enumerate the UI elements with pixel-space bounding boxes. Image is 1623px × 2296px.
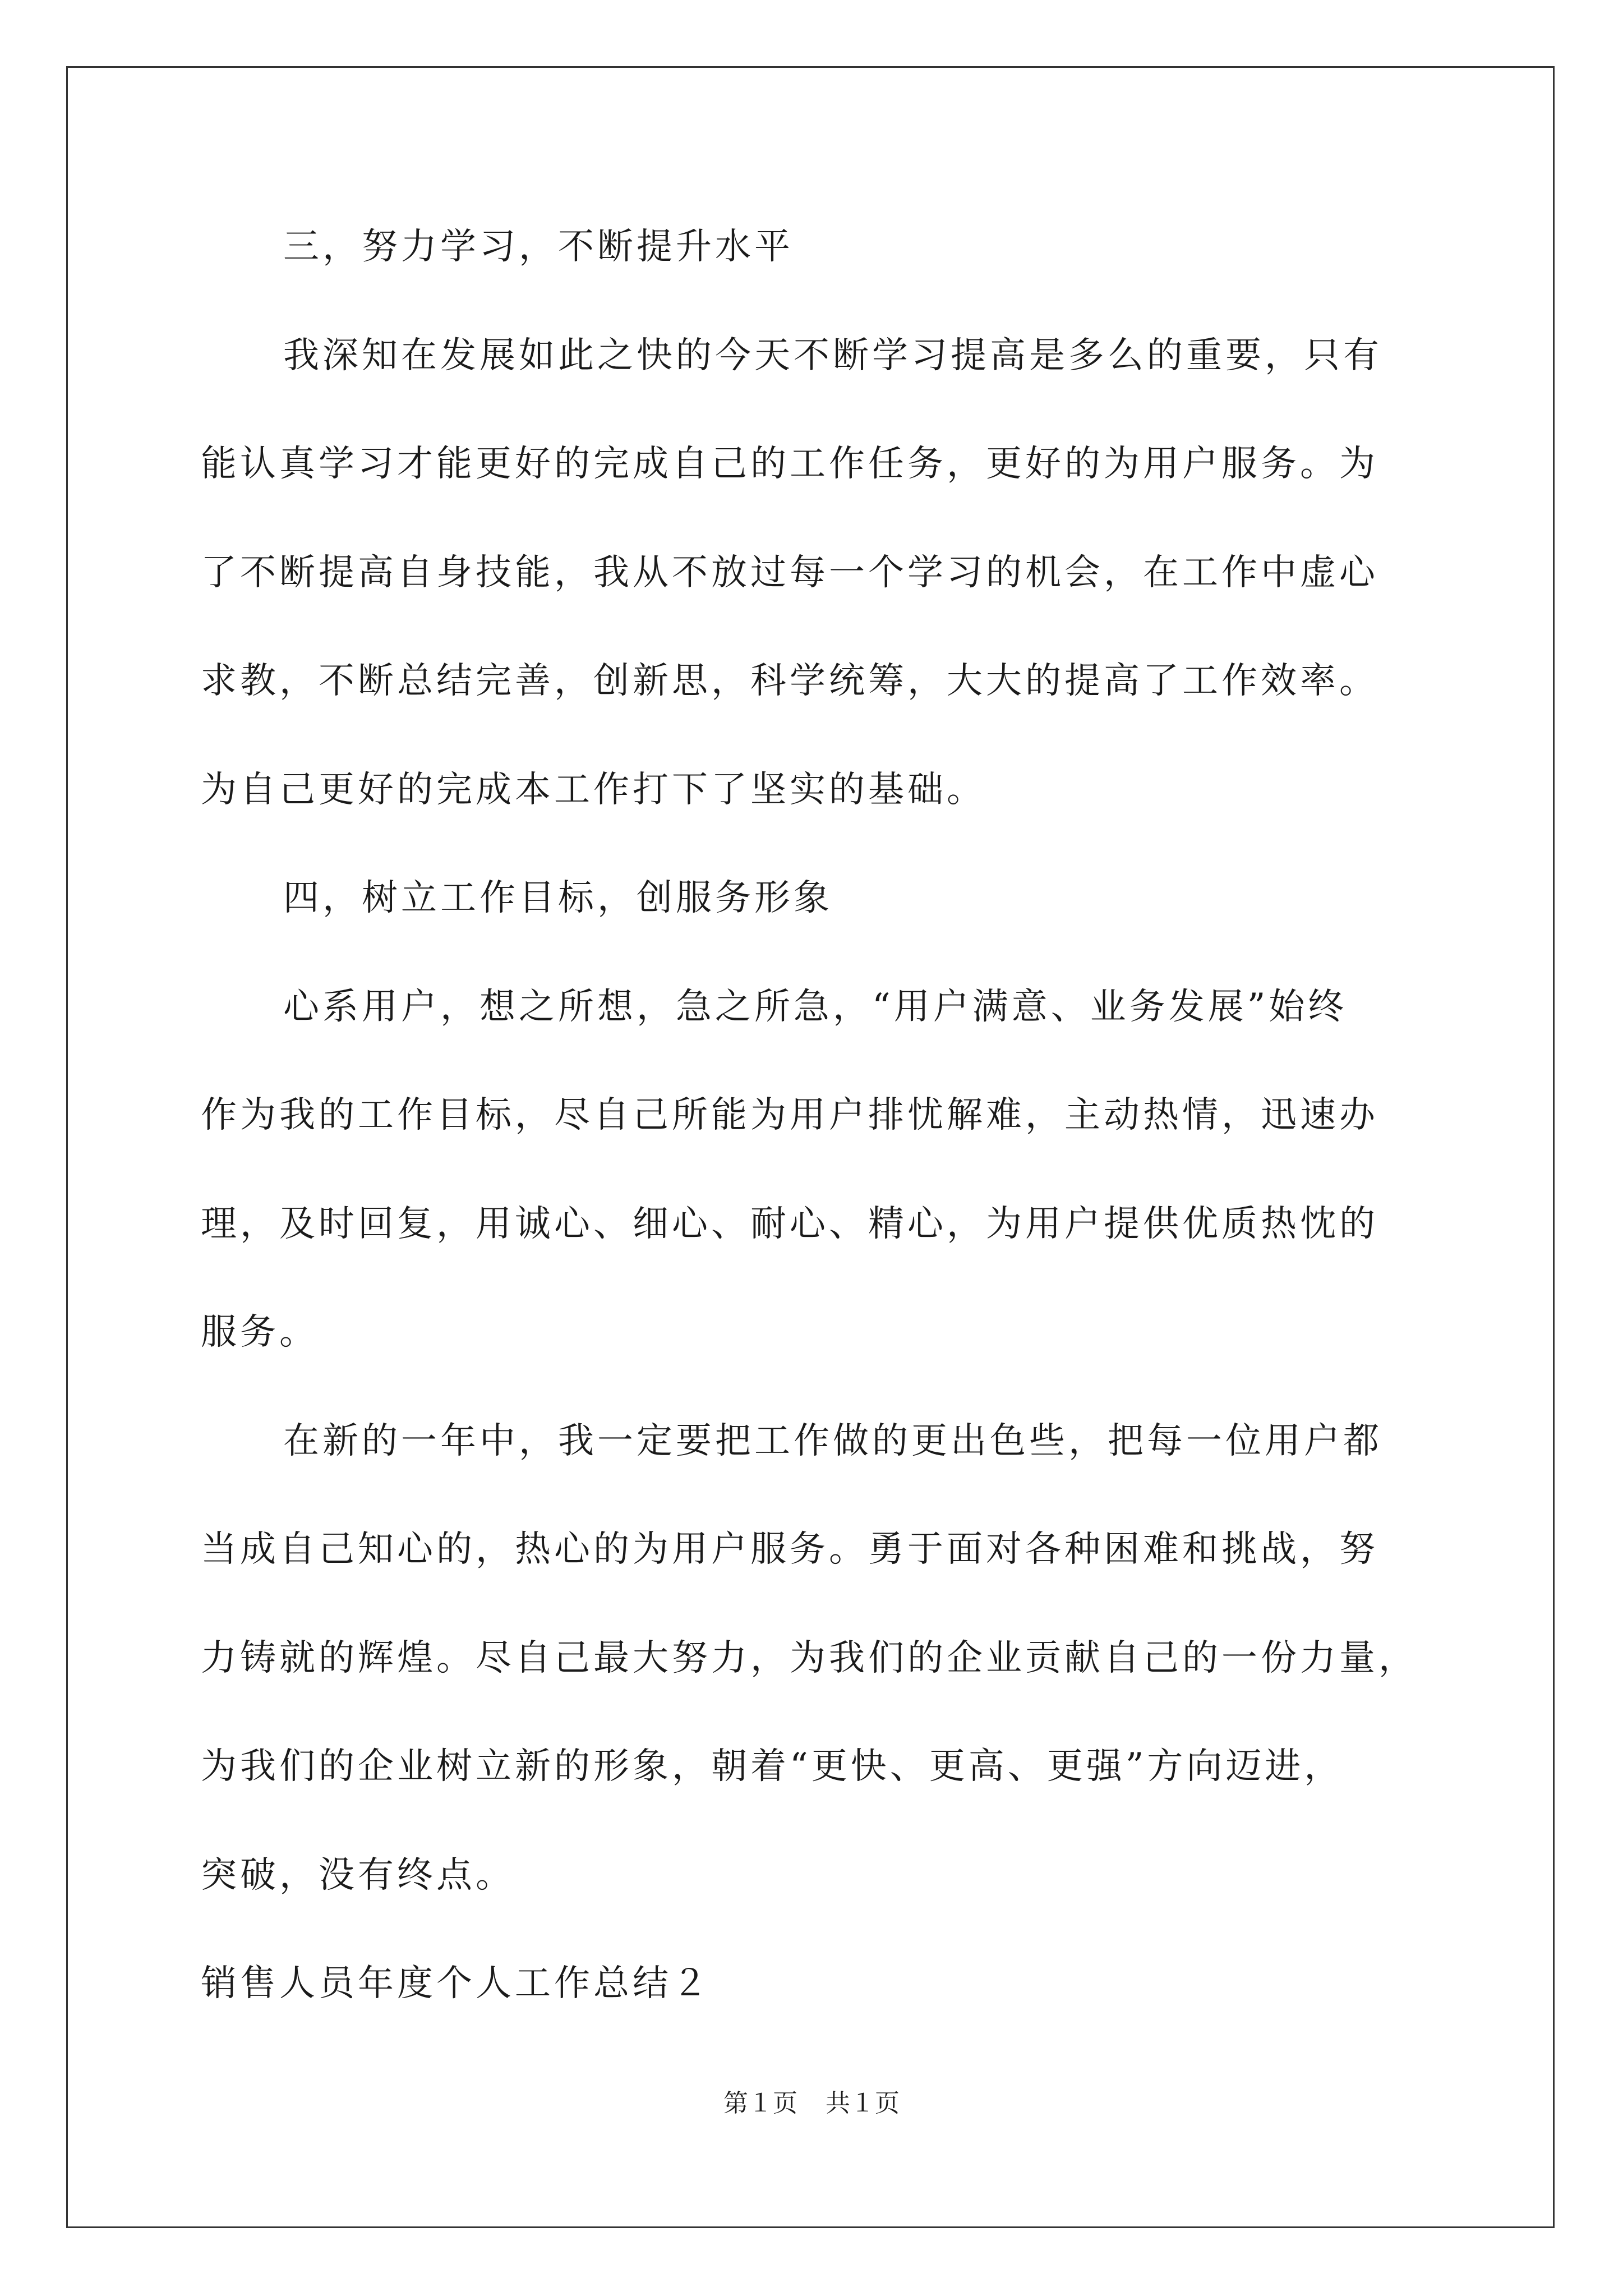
section-heading-4: 四，树立工作目标，创服务形象 (283, 877, 833, 919)
page-footer (0, 2087, 1623, 2120)
paragraph-line: 力铸就的辉煌。尽自己最大努力，为我们的企业贡献自己的一份力量， (201, 1637, 1418, 1679)
paragraph-line: 服务。 (201, 1312, 319, 1353)
document-title: 销售人员年度个人工作总结２ (201, 1963, 711, 2004)
page-total: 共１页 (826, 2089, 900, 2118)
paragraph-line: 理，及时回复，用诚心、细心、耐心、精心，为用户提供优质热忱的 (201, 1203, 1378, 1245)
paragraph-line: 突破，没有终点。 (201, 1855, 515, 1896)
paragraph-line: 为我们的企业树立新的形象，朝着“更快、更高、更强”方向迈进， (201, 1746, 1344, 1787)
section-heading-3: 三，努力学习，不断提升水平 (283, 226, 794, 268)
paragraph-line: 当成自己知心的，热心的为用户服务。勇于面对各种困难和挑战，努 (201, 1529, 1378, 1570)
paragraph-line: 求教，不断总结完善，创新思，科学统筹，大大的提高了工作效率。 (201, 660, 1378, 702)
paragraph-line: 为自己更好的完成本工作打下了坚实的基础。 (201, 769, 986, 811)
page-number: 第１页 (723, 2089, 797, 2118)
page-border (66, 66, 1555, 2228)
paragraph-line: 能认真学习才能更好的完成自己的工作任务，更好的为用户服务。为 (201, 443, 1378, 485)
paragraph-line: 心系用户，想之所想，急之所急，“用户满意、业务发展”始终 (283, 986, 1348, 1028)
paragraph-line: 了不断提高自身技能，我从不放过每一个学习的机会，在工作中虚心 (201, 552, 1378, 593)
paragraph-line: 在新的一年中，我一定要把工作做的更出色些，把每一位用户都 (283, 1420, 1382, 1462)
paragraph-line: 作为我的工作目标，尽自己所能为用户排忧解难，主动热情，迅速办 (201, 1094, 1378, 1136)
paragraph-line: 我深知在发展如此之快的今天不断学习提高是多么的重要，只有 (283, 335, 1382, 376)
